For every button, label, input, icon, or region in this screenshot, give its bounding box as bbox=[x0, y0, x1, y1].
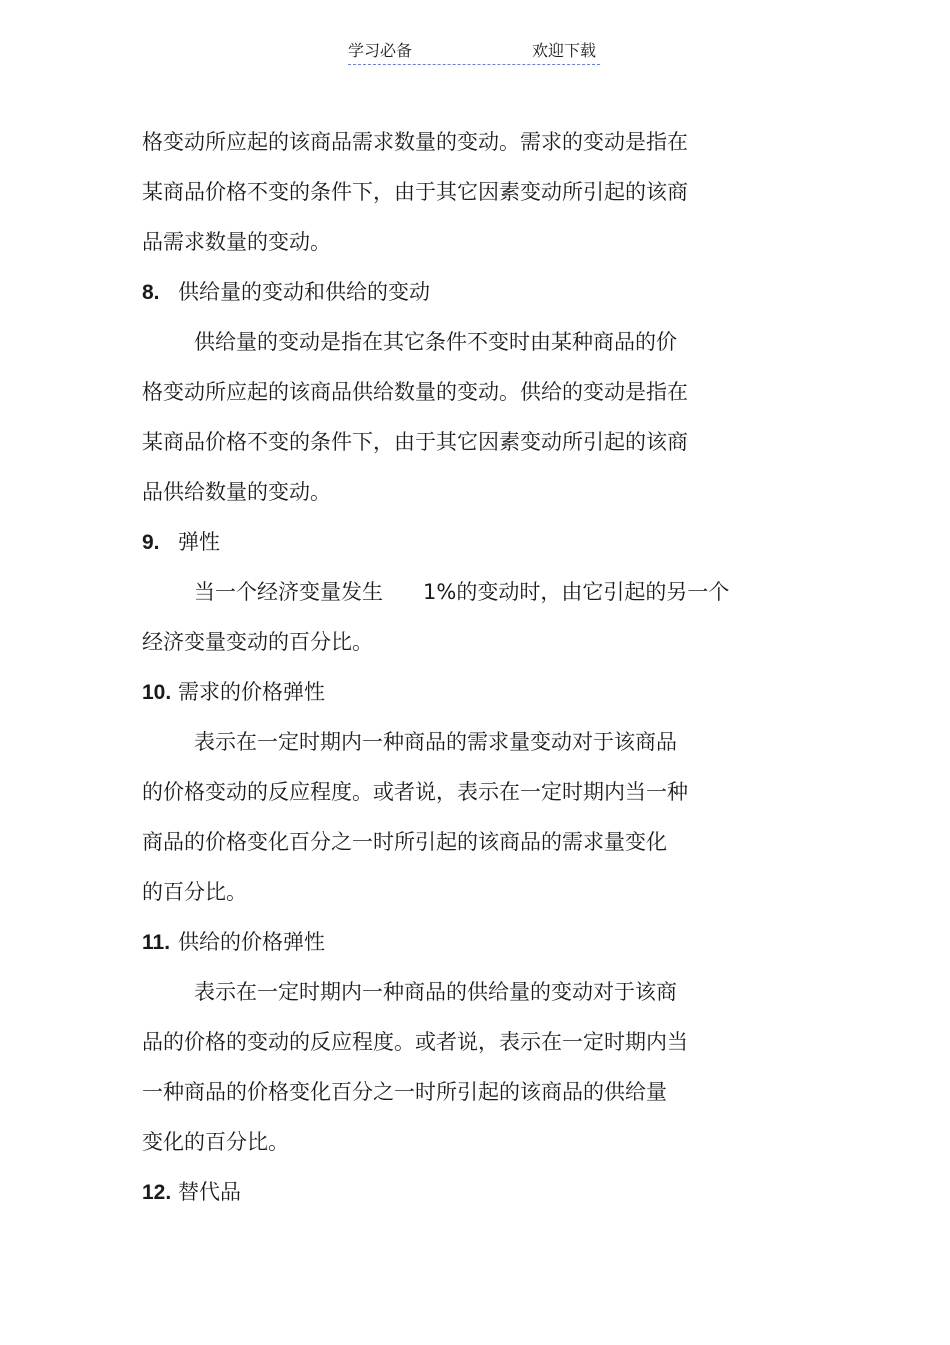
section-title: 需求的价格弹性 bbox=[178, 680, 325, 704]
section-title: 替代品 bbox=[178, 1180, 241, 1204]
section-heading-8 bbox=[142, 278, 430, 307]
section-heading-9 bbox=[142, 528, 220, 557]
paragraph-line: 供给量的变动是指在其它条件不变时由某种商品的价 bbox=[194, 330, 677, 354]
section-title: 供给的价格弹性 bbox=[178, 930, 325, 954]
paragraph-line: 品需求数量的变动。 bbox=[142, 230, 331, 254]
section-heading-10 bbox=[142, 678, 325, 707]
paragraph-line bbox=[194, 578, 729, 606]
paragraph-line: 的百分比。 bbox=[142, 880, 247, 904]
paragraph-text: 1%的变动时，由它引起的另一个 bbox=[423, 580, 730, 604]
paragraph-line: 品供给数量的变动。 bbox=[142, 480, 331, 504]
paragraph-line: 格变动所应起的该商品供给数量的变动。供给的变动是指在 bbox=[142, 380, 688, 404]
paragraph-line: 品的价格的变动的反应程度。或者说，表示在一定时期内当 bbox=[142, 1030, 688, 1054]
section-number: 12. bbox=[142, 1181, 172, 1204]
section-number: 10. bbox=[142, 681, 172, 704]
paragraph-line: 格变动所应起的该商品需求数量的变动。需求的变动是指在 bbox=[142, 130, 688, 154]
section-heading-12 bbox=[142, 1178, 241, 1207]
paragraph-line: 的价格变动的反应程度。或者说，表示在一定时期内当一种 bbox=[142, 780, 688, 804]
paragraph-line: 某商品价格不变的条件下，由于其它因素变动所引起的该商 bbox=[142, 180, 688, 204]
section-title: 弹性 bbox=[178, 530, 220, 554]
section-heading-11 bbox=[142, 928, 325, 957]
paragraph-line: 一种商品的价格变化百分之一时所引起的该商品的供给量 bbox=[142, 1080, 667, 1104]
section-title: 供给量的变动和供给的变动 bbox=[178, 280, 430, 304]
paragraph-line: 表示在一定时期内一种商品的需求量变动对于该商品 bbox=[194, 730, 677, 754]
section-number: 9. bbox=[142, 531, 160, 554]
paragraph-line: 商品的价格变化百分之一时所引起的该商品的需求量变化 bbox=[142, 830, 667, 854]
section-number: 8. bbox=[142, 281, 160, 304]
paragraph-text: 当一个经济变量发生 bbox=[194, 580, 383, 604]
header-right-text: 欢迎下载 bbox=[531, 41, 596, 60]
paragraph-line: 表示在一定时期内一种商品的供给量的变动对于该商 bbox=[194, 980, 677, 1004]
paragraph-line: 变化的百分比。 bbox=[142, 1130, 289, 1154]
paragraph-line: 某商品价格不变的条件下，由于其它因素变动所引起的该商 bbox=[142, 430, 688, 454]
header-left-text: 学习必备 bbox=[348, 41, 413, 60]
section-number: 11. bbox=[142, 931, 171, 954]
paragraph-line: 经济变量变动的百分比。 bbox=[142, 630, 373, 654]
